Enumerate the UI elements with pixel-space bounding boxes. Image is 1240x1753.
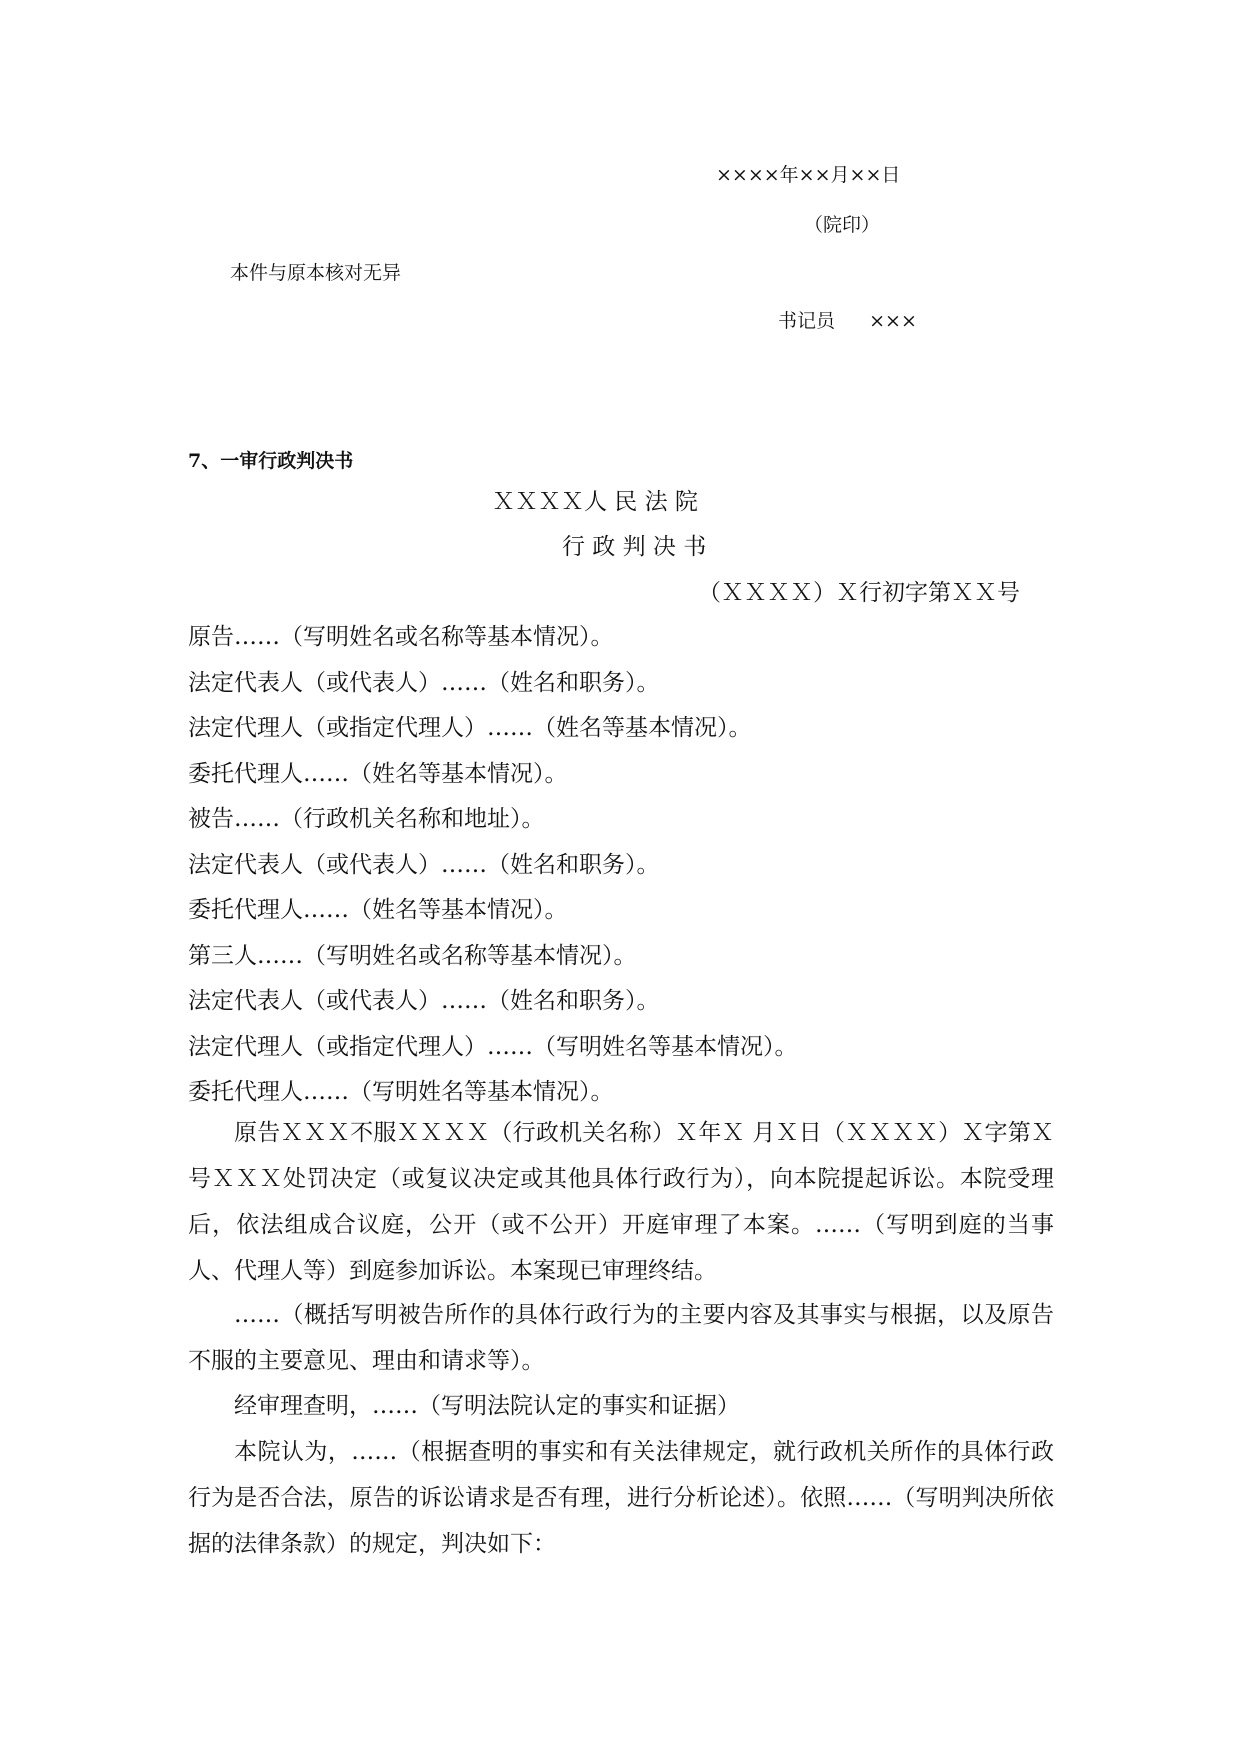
party-line: 法定代表人（或代表人）……（姓名和职务）。 bbox=[188, 988, 660, 1014]
party-line: 法定代表人（或代表人）……（姓名和职务）。 bbox=[188, 852, 660, 878]
paragraph-findings: 经审理查明，……（写明法院认定的事实和证据） bbox=[234, 1393, 740, 1419]
signing-date: ××××年××月××日 bbox=[716, 164, 901, 186]
party-line: 委托代理人……（写明姓名等基本情况）。 bbox=[188, 1079, 614, 1105]
section-heading: 7、一审行政判决书 bbox=[188, 450, 354, 472]
clerk-signature bbox=[778, 306, 917, 333]
verification-note: 本件与原本核对无异 bbox=[230, 262, 402, 284]
party-line: 法定代表人（或代表人）……（姓名和职务）。 bbox=[188, 670, 660, 696]
court-seal: （院印） bbox=[804, 214, 881, 236]
party-line: 委托代理人……（姓名等基本情况）。 bbox=[188, 897, 568, 923]
party-line: 法定代理人（或指定代理人）……（写明姓名等基本情况）。 bbox=[188, 1034, 798, 1060]
court-name: ＸＸＸＸ人 民 法 院 bbox=[492, 489, 698, 515]
party-line: 法定代理人（或指定代理人）……（姓名等基本情况）。 bbox=[188, 715, 752, 741]
clerk-name: ××× bbox=[869, 310, 917, 332]
document-title: 行 政 判 决 书 bbox=[562, 534, 707, 560]
paragraph-case-background: 原告ＸＸＸ不服ＸＸＸＸ（行政机关名称）Ｘ年Ｘ 月Ｘ日（ＸＸＸＸ）Ｘ字第Ｘ 号ＸＸＸ处罚决定（或复议决定或其他具体行政行为），向本院提起诉讼。本院受理后，依法组成合议庭，公开（或不公开）开庭审理了本案。……（写明到庭的当事人、代理人等）到庭参加诉讼。本案现已审理终结。 bbox=[188, 1120, 1054, 1284]
party-line: 第三人……（写明姓名或名称等基本情况）。 bbox=[188, 943, 637, 969]
paragraph-court-opinion: 本院认为，……（根据查明的事实和有关法律规定，就行政机关所作的具体行政行为是否合法，原告的诉讼请求是否有理，进行分析论述）。依照……（写明判决所依据的法律条款）的规定，判决如下： bbox=[188, 1439, 1054, 1557]
case-number: （ＸＸＸＸ）Ｘ行初字第ＸＸ号 bbox=[698, 580, 1020, 606]
party-line: 委托代理人……（姓名等基本情况）。 bbox=[188, 761, 568, 787]
clerk-label: 书记员 bbox=[778, 310, 836, 332]
party-line: 被告……（行政机关名称和地址）。 bbox=[188, 806, 545, 832]
paragraph-summary: ……（概括写明被告所作的具体行政行为的主要内容及其事实与根据，以及原告不服的主要意见、理由和请求等）。 bbox=[188, 1302, 1054, 1374]
party-line: 原告……（写明姓名或名称等基本情况）。 bbox=[188, 624, 614, 650]
